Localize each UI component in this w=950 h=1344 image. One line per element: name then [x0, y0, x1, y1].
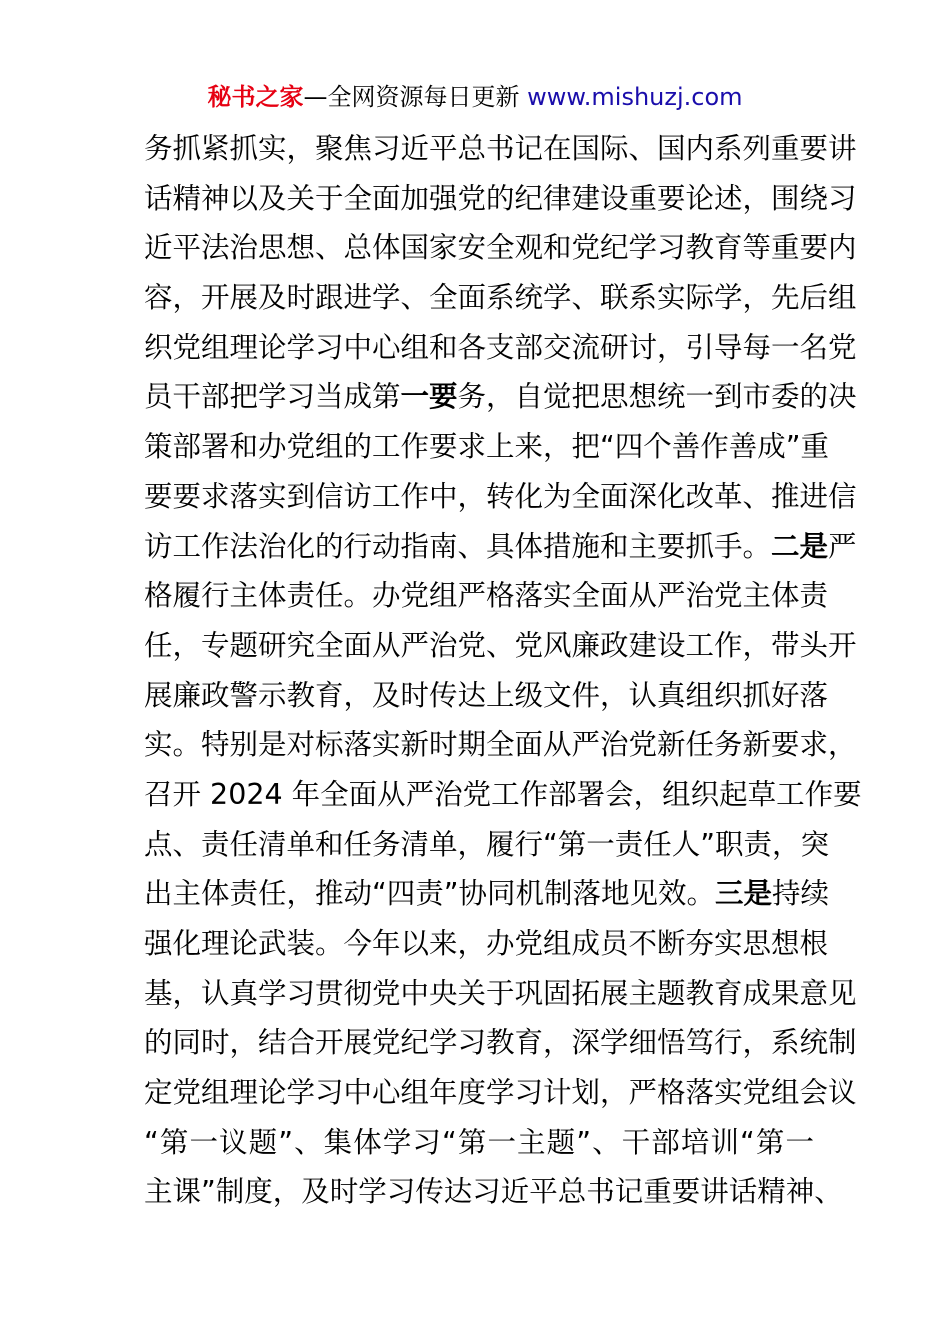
text-segment: 员干部把学习当成第 [144, 380, 401, 414]
text-segment: 出主体责任，推动“四责”协同机制落地见效。 [144, 877, 716, 911]
page-header [0, 80, 950, 114]
text-line [144, 1118, 814, 1168]
text-line [144, 969, 857, 1019]
text-segment: 定党组理论学习中心组年度学习计划，严格落实党组会议 [144, 1076, 857, 1110]
text-line [144, 1068, 857, 1118]
text-line [144, 472, 857, 522]
text-line [144, 820, 830, 870]
text-line [144, 372, 857, 422]
text-line [144, 770, 862, 820]
text-line [144, 273, 857, 323]
text-line [144, 1018, 857, 1068]
text-segment: 实。特别是对标落实新时期全面从严治党新任务新要求， [144, 728, 857, 762]
text-line [144, 720, 857, 770]
text-segment: 要要求落实到信访工作中，转化为全面深化改革、推进信 [144, 479, 857, 513]
text-line [144, 621, 857, 671]
header-url-link[interactable]: www.mishuzj.com [527, 83, 743, 111]
text-segment: 展廉政警示教育，及时传达上级文件，认真组织抓好落 [144, 678, 829, 712]
text-line [144, 223, 857, 273]
text-line [144, 422, 830, 472]
text-segment: 务抓紧抓实，聚焦习近平总书记在国际、国内系列重要讲 [144, 132, 857, 165]
text-line [144, 671, 829, 721]
text-segment: 点、责任清单和任务清单，履行“第一责任人”职责，突 [144, 827, 830, 861]
text-segment: 话精神以及关于全面加强党的纪律建设重要论述，围绕习 [144, 181, 857, 215]
text-segment: 严 [828, 529, 857, 563]
text-segment: 务，自觉把思想统一到市委的决 [457, 380, 857, 414]
text-segment: 任，专题研究全面从严治党、党风廉政建设工作，带头开 [144, 628, 857, 662]
text-line [144, 323, 857, 373]
text-segment: 近平法治思想、总体国家安全观和党纪学习教育等重要内 [144, 231, 857, 265]
text-segment: 强化理论武装。今年以来，办党组成员不断夯实思想根 [144, 927, 829, 960]
text-segment: 的同时，结合开展党纪学习教育，深学细悟笃行，系统制 [144, 1026, 857, 1060]
text-line [144, 1167, 843, 1217]
bold-phrase: 一要 [400, 380, 458, 414]
text-segment: 基，认真学习贯彻党中央关于巩固拓展主题教育成果意见 [144, 976, 857, 1010]
document-body [144, 124, 862, 1217]
text-segment: 访工作法治化的行动指南、具体措施和主要抓手。 [144, 529, 772, 563]
text-segment: 持续 [772, 877, 830, 911]
header-brand: 秘书之家 [207, 83, 304, 111]
text-segment: 召开 2024 年全面从严治党工作部署会，组织起草工作要 [144, 777, 862, 811]
text-line [144, 571, 829, 621]
text-segment: 主课”制度，及时学习传达习近平总书记重要讲话精神、 [144, 1175, 843, 1209]
header-tagline: —全网资源每日更新 [303, 83, 528, 111]
text-line [144, 919, 829, 969]
text-line [144, 869, 830, 919]
bold-phrase: 三是 [715, 877, 773, 911]
text-segment: 策部署和办党组的工作要求上来，把“四个善作善成”重 [144, 430, 830, 464]
text-segment: “第一议题”、集体学习“第一主题”、干部培训“第一 [144, 1125, 814, 1159]
text-line [144, 124, 857, 174]
bold-phrase: 二是 [771, 529, 829, 563]
text-line [144, 522, 857, 572]
text-segment: 格履行主体责任。办党组严格落实全面从严治党主体责 [144, 579, 829, 613]
text-segment: 容，开展及时跟进学、全面系统学、联系实际学，先后组 [144, 281, 857, 315]
text-segment: 织党组理论学习中心组和各支部交流研讨，引导每一名党 [144, 330, 857, 364]
text-line [144, 174, 857, 224]
